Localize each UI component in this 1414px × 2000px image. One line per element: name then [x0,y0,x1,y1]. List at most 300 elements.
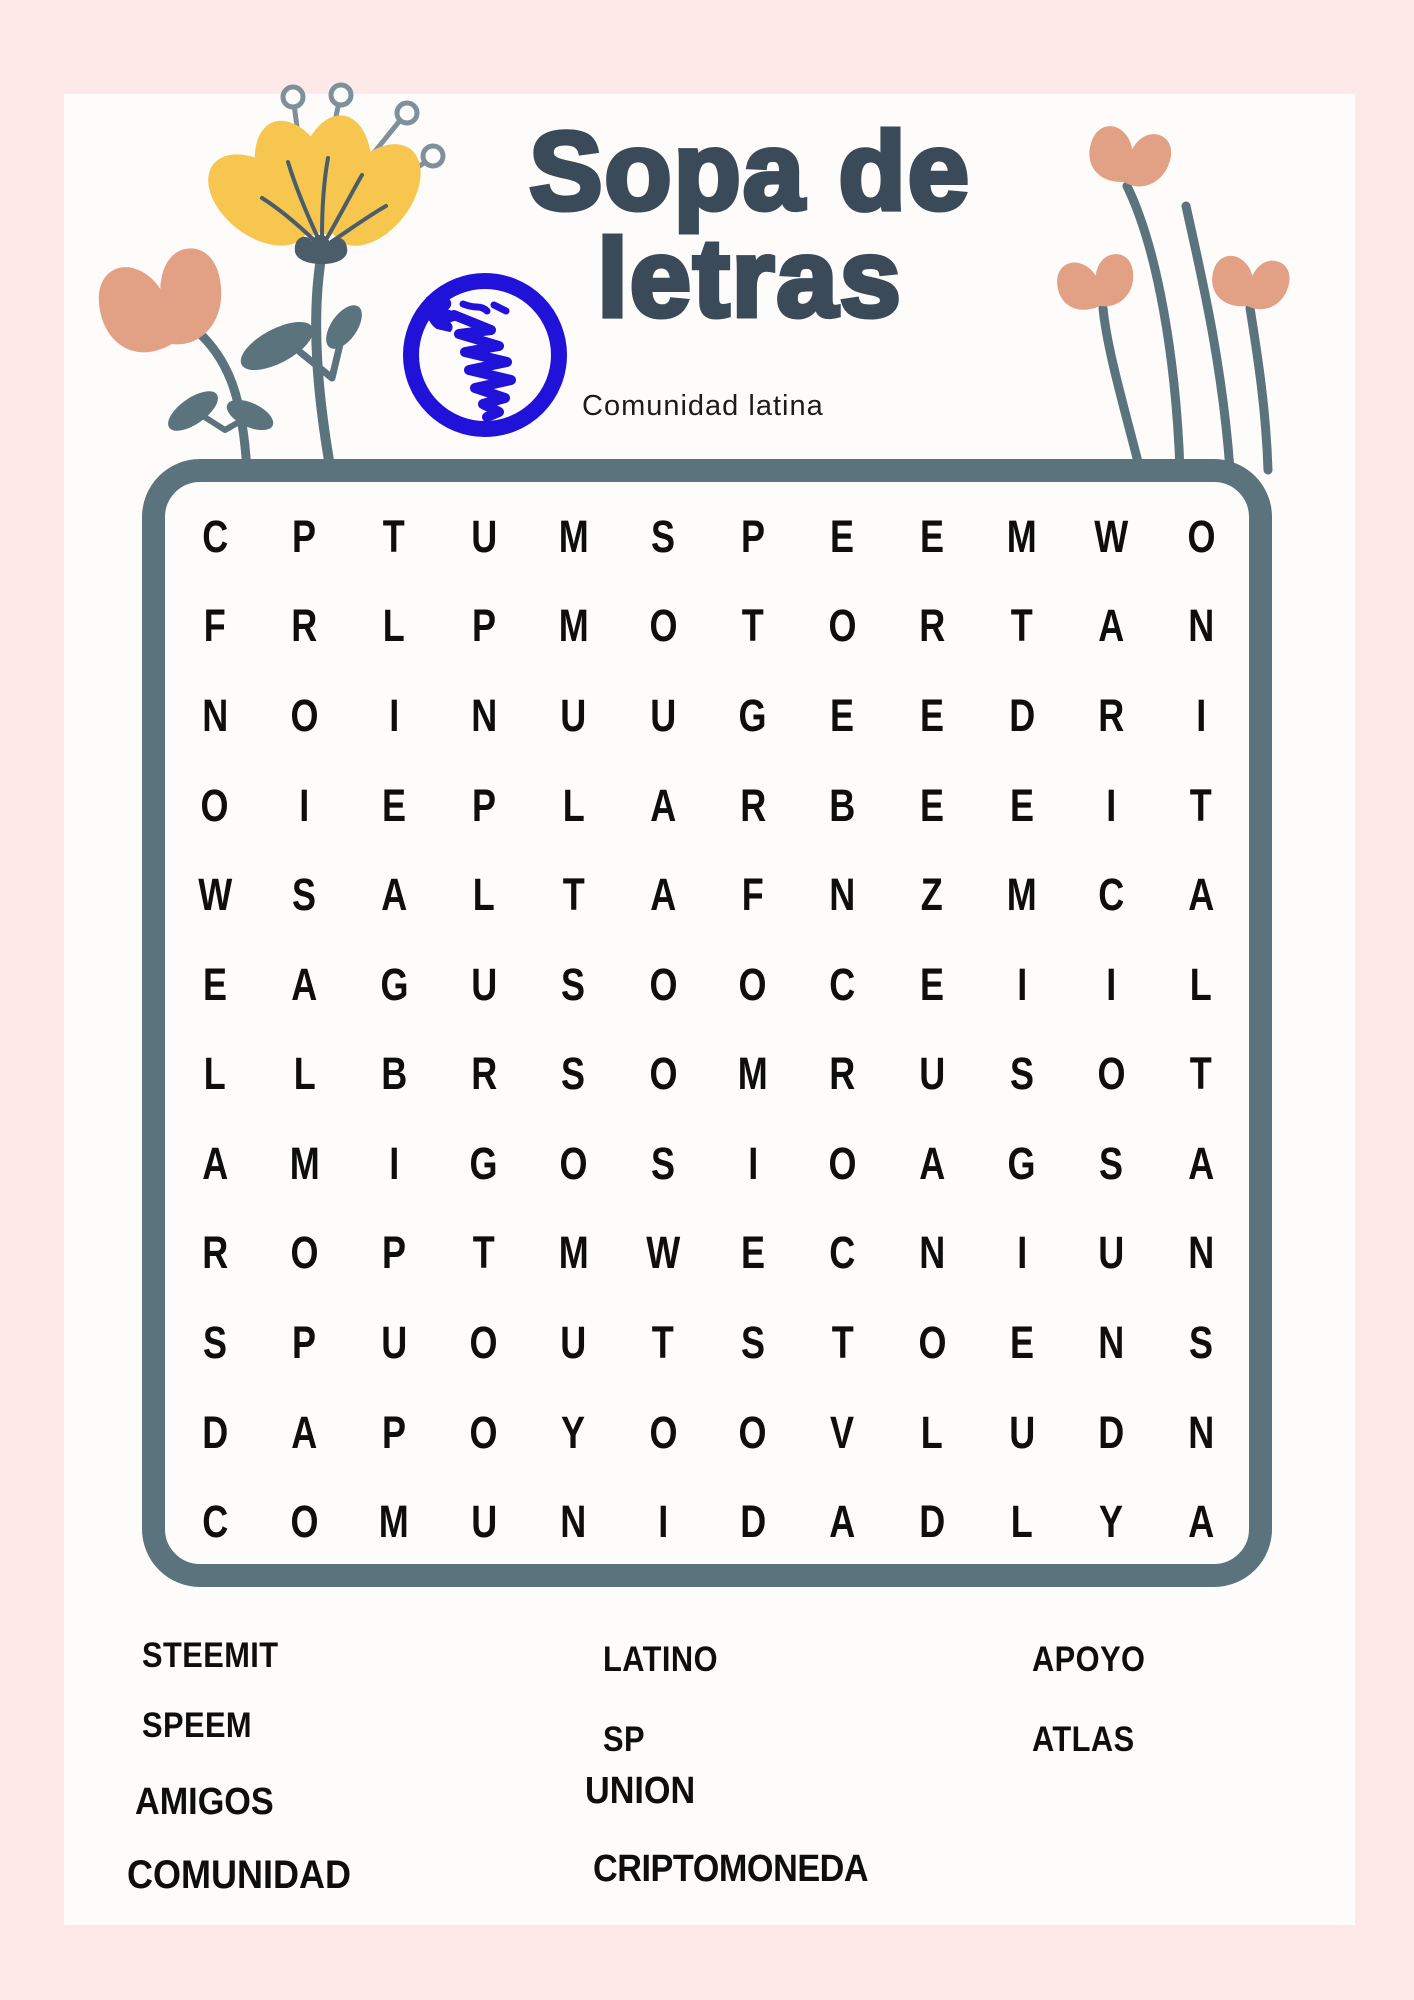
grid-letter: M [379,1496,410,1548]
grid-letter: I [1106,958,1117,1010]
grid-letter: I [1106,779,1117,831]
grid-cell [439,671,529,761]
grid-cell [1067,1119,1157,1209]
grid-letter: I [747,1137,758,1189]
grid-cell [618,1209,708,1299]
grid-cell [977,492,1067,582]
grid-letter: I [389,1137,400,1189]
grid-letter: U [470,958,497,1010]
grid-letter: E [920,779,945,831]
grid-letter: S [651,1137,676,1189]
grid-letter: V [830,1406,855,1458]
grid-cell [708,1119,798,1209]
grid-cell [439,1119,529,1209]
grid-letter: A [1188,1496,1215,1548]
grid-letter: F [741,869,764,921]
grid-letter: R [470,1048,497,1100]
grid-letter: I [658,1496,669,1548]
grid-letter: S [561,1048,586,1100]
grid-letter: A [291,958,318,1010]
grid-letter: R [919,600,946,652]
grid-letter: N [560,1496,587,1548]
grid-cell [887,850,977,940]
grid-cell [977,582,1067,672]
word-item: COMUNIDAD [127,1853,351,1897]
grid-letter: N [1098,1317,1125,1369]
grid-letter: O [649,1406,678,1458]
grid-cell [349,671,439,761]
grid-cell [439,850,529,940]
grid-letter: L [383,600,406,652]
grid-letter: O [290,1496,319,1548]
grid-cell [977,1477,1067,1567]
grid-letter: U [1098,1227,1125,1279]
grid-cell [1156,1298,1246,1388]
grid-letter: O [469,1317,498,1369]
grid-letter: A [650,779,677,831]
grid-cell [1067,1388,1157,1478]
grid-letter: I [389,689,400,741]
grid-letter: G [1007,1137,1036,1189]
grid-letter: O [1187,510,1216,562]
grid-cell [260,1030,350,1120]
word-item: LATINO [603,1640,718,1679]
grid-cell [260,761,350,851]
grid-letter: M [1006,510,1037,562]
grid-cell [439,1477,529,1567]
grid-letter: A [650,869,677,921]
grid-cell [887,1030,977,1120]
grid-cell [349,492,439,582]
grid-cell [529,492,619,582]
grid-letter: L [1010,1496,1033,1548]
grid-letter: O [649,958,678,1010]
grid-letter: W [1094,510,1129,562]
grid-cell [618,1388,708,1478]
grid-letter: S [1189,1317,1214,1369]
grid-letter: I [1016,1227,1027,1279]
grid-cell [529,1298,619,1388]
grid-cell [618,582,708,672]
grid-cell [529,1119,619,1209]
grid-letter: I [1196,689,1207,741]
grid-letter: U [470,1496,497,1548]
grid-cell [708,850,798,940]
grid-cell [708,1477,798,1567]
grid-cell [977,1388,1067,1478]
grid-cell [260,1477,350,1567]
grid-cell [260,492,350,582]
grid-cell [977,850,1067,940]
grid-letter: D [739,1496,766,1548]
grid-cell [887,1477,977,1567]
grid-cell [349,1477,439,1567]
grid-letter: M [1006,869,1037,921]
map-scribble [454,315,511,417]
grid-letter: U [650,689,677,741]
grid-letter: T [741,600,764,652]
grid-cell [708,582,798,672]
grid-cell [349,1388,439,1478]
word-item: APOYO [1032,1640,1146,1679]
grid-letter: R [201,1227,228,1279]
grid-letter: L [921,1406,944,1458]
grid-cell [798,1030,888,1120]
grid-letter: A [829,1496,856,1548]
grid-cell [260,582,350,672]
grid-letter: P [382,1406,407,1458]
grid-letter: S [202,1317,227,1369]
grid-letter: O [918,1317,947,1369]
grid-cell [260,1119,350,1209]
grid-cell [529,761,619,851]
grid-cell [260,940,350,1030]
grid-letter: O [738,1406,767,1458]
word-item: SPEEM [142,1706,253,1745]
grid-letter: N [1188,1227,1215,1279]
grid-cell [977,671,1067,761]
grid-cell [1156,582,1246,672]
grid-cell [708,1388,798,1478]
grid-letter: S [740,1317,765,1369]
grid-letter: N [829,869,856,921]
grid-cell [798,1477,888,1567]
grid-cell [1067,850,1157,940]
grid-letter: O [1097,1048,1126,1100]
grid-cell [798,492,888,582]
grid-cell [887,582,977,672]
grid-cell [798,1119,888,1209]
grid-cell [439,940,529,1030]
grid-letter: A [1188,1137,1215,1189]
latin-america-map-icon [399,270,571,442]
grid-letter: O [828,600,857,652]
grid-letter: W [197,869,232,921]
grid-letter: O [200,779,229,831]
grid-cell [708,940,798,1030]
grid-letter: M [289,1137,320,1189]
grid-letter: D [1098,1406,1125,1458]
grid-letter: S [561,958,586,1010]
grid-letter: I [1016,958,1027,1010]
grid-letter: D [1008,689,1035,741]
title-line-1: Sopa de [529,110,971,233]
grid-cell [618,492,708,582]
grid-cell [887,1298,977,1388]
grid-cell [708,761,798,851]
grid-cell [1067,1298,1157,1388]
grid-cell [529,940,619,1030]
grid-cell [439,492,529,582]
grid-letter: R [291,600,318,652]
grid-cell [708,671,798,761]
grid-letter: Y [561,1406,586,1458]
grid-cell [1156,761,1246,851]
grid-letter: P [382,1227,407,1279]
grid-letter: R [739,779,766,831]
grid-letter: T [1190,779,1213,831]
grid-cell [529,1030,619,1120]
grid-letter: T [562,869,585,921]
grid-cell [170,1298,260,1388]
grid-letter: T [383,510,406,562]
word-item: SP [603,1720,645,1759]
grid-cell [260,1298,350,1388]
grid-cell [887,761,977,851]
grid-letter: C [201,1496,228,1548]
grid-letter: R [1098,689,1125,741]
grid-cell [798,671,888,761]
grid-cell [349,1030,439,1120]
grid-letter: O [649,600,678,652]
grid-cell [1156,1030,1246,1120]
grid-letter: S [651,510,676,562]
title-line-2: letras [597,217,903,340]
grid-letter: F [203,600,226,652]
grid-cell [1067,582,1157,672]
grid-letter: D [201,1406,228,1458]
grid-cell [1156,1209,1246,1299]
grid-letter: D [919,1496,946,1548]
word-item: STEEMIT [142,1636,279,1675]
grid-cell [439,761,529,851]
grid-cell [439,582,529,672]
word-item: AMIGOS [135,1781,274,1823]
grid-letter: P [292,510,317,562]
grid-cell [529,1209,619,1299]
grid-cell [349,1209,439,1299]
grid-cell [977,1119,1067,1209]
grid-letter: L [293,1048,316,1100]
grid-cell [708,1209,798,1299]
grid-letter: E [830,689,855,741]
grid-cell [618,671,708,761]
grid-cell [708,492,798,582]
grid-cell [887,492,977,582]
grid-letter: A [381,869,408,921]
grid-letter: E [920,510,945,562]
grid-cell [349,850,439,940]
grid-cell [1156,940,1246,1030]
grid-cell [977,1209,1067,1299]
grid-cell [1067,1477,1157,1567]
grid-letter: L [1190,958,1213,1010]
grid-letter: Z [921,869,944,921]
subtitle: Comunidad latina [582,390,824,422]
grid-letter: B [829,779,856,831]
grid-letter: I [299,779,310,831]
grid-cell [977,761,1067,851]
grid-cell [170,1209,260,1299]
grid-cell [798,850,888,940]
grid-cell [170,940,260,1030]
grid-letter: W [646,1227,681,1279]
grid-cell [1067,1209,1157,1299]
grid-cell [1156,1388,1246,1478]
grid-letter: A [201,1137,228,1189]
grid-letter: A [1098,600,1125,652]
grid-cell [170,761,260,851]
grid-letter: O [828,1137,857,1189]
grid-letter: U [919,1048,946,1100]
grid-cell [1156,671,1246,761]
grid-cell [349,582,439,672]
grid-letter: N [919,1227,946,1279]
grid-cell [170,1030,260,1120]
grid-cell [798,1388,888,1478]
grid-letter: M [558,600,589,652]
grid-cell [260,671,350,761]
grid-cell [529,582,619,672]
letter-grid [170,492,1246,1567]
grid-cell [170,850,260,940]
grid-cell [618,1030,708,1120]
grid-cell [618,850,708,940]
grid-letter: N [201,689,228,741]
grid-letter: U [470,510,497,562]
grid-cell [977,940,1067,1030]
grid-cell [887,1388,977,1478]
grid-letter: U [1008,1406,1035,1458]
grid-letter: P [471,779,496,831]
word-item: CRIPTOMONEDA [593,1848,869,1890]
grid-letter: A [291,1406,318,1458]
grid-cell [708,1298,798,1388]
grid-cell [170,1477,260,1567]
grid-letter: L [472,869,495,921]
grid-cell [529,1388,619,1478]
grid-cell [1067,492,1157,582]
grid-letter: N [470,689,497,741]
grid-letter: C [829,958,856,1010]
grid-cell [1067,761,1157,851]
grid-letter: A [1188,869,1215,921]
grid-letter: L [562,779,585,831]
grid-letter: G [738,689,767,741]
grid-letter: O [738,958,767,1010]
word-item: ATLAS [1032,1720,1135,1759]
grid-cell [618,1298,708,1388]
grid-cell [439,1298,529,1388]
grid-letter: P [471,600,496,652]
grid-letter: O [649,1048,678,1100]
word-item: UNION [585,1770,696,1812]
grid-cell [170,671,260,761]
grid-letter: T [1010,600,1033,652]
grid-letter: L [203,1048,226,1100]
grid-cell [798,761,888,851]
grid-letter: M [737,1048,768,1100]
grid-letter: S [292,869,317,921]
grid-letter: U [381,1317,408,1369]
grid-letter: E [382,779,407,831]
grid-cell [887,1119,977,1209]
grid-cell [798,582,888,672]
grid-letter: T [652,1317,675,1369]
grid-cell [439,1030,529,1120]
grid-cell [618,940,708,1030]
grid-cell [260,1209,350,1299]
grid-cell [170,1119,260,1209]
grid-letter: O [469,1406,498,1458]
grid-letter: E [1009,779,1034,831]
grid-cell [618,1119,708,1209]
grid-letter: G [380,958,409,1010]
grid-cell [170,1388,260,1478]
grid-letter: U [560,689,587,741]
grid-letter: S [1099,1137,1124,1189]
grid-cell [618,761,708,851]
grid-cell [439,1209,529,1299]
grid-cell [1156,492,1246,582]
grid-letter: T [472,1227,495,1279]
grid-cell [977,1030,1067,1120]
grid-cell [1067,671,1157,761]
grid-letter: E [920,958,945,1010]
grid-letter: M [558,510,589,562]
grid-letter: S [1009,1048,1034,1100]
grid-letter: R [829,1048,856,1100]
grid-cell [1156,1119,1246,1209]
grid-cell [349,940,439,1030]
grid-letter: N [1188,1406,1215,1458]
grid-letter: T [1190,1048,1213,1100]
grid-letter: U [560,1317,587,1369]
grid-letter: C [1098,869,1125,921]
grid-letter: E [1009,1317,1034,1369]
grid-cell [529,1477,619,1567]
grid-letter: E [202,958,227,1010]
grid-letter: Y [1099,1496,1124,1548]
grid-letter: G [469,1137,498,1189]
grid-cell [1156,1477,1246,1567]
grid-letter: E [740,1227,765,1279]
grid-cell [349,761,439,851]
grid-cell [1067,1030,1157,1120]
grid-cell [887,940,977,1030]
grid-letter: C [829,1227,856,1279]
grid-cell [977,1298,1067,1388]
grid-cell [529,850,619,940]
grid-letter: M [558,1227,589,1279]
grid-letter: O [290,689,319,741]
grid-cell [887,671,977,761]
grid-letter: P [740,510,765,562]
grid-cell [798,1209,888,1299]
grid-cell [349,1119,439,1209]
grid-letter: O [559,1137,588,1189]
grid-letter: N [1188,600,1215,652]
grid-letter: P [292,1317,317,1369]
grid-cell [349,1298,439,1388]
grid-letter: E [920,689,945,741]
grid-cell [439,1388,529,1478]
grid-letter: T [831,1317,854,1369]
grid-cell [1156,850,1246,940]
grid-cell [887,1209,977,1299]
grid-cell [708,1030,798,1120]
grid-letter: A [919,1137,946,1189]
grid-cell [260,1388,350,1478]
grid-cell [618,1477,708,1567]
grid-cell [798,1298,888,1388]
grid-cell [170,492,260,582]
grid-cell [1067,940,1157,1030]
grid-cell [260,850,350,940]
grid-cell [798,940,888,1030]
grid-cell [529,671,619,761]
grid-letter: E [830,510,855,562]
